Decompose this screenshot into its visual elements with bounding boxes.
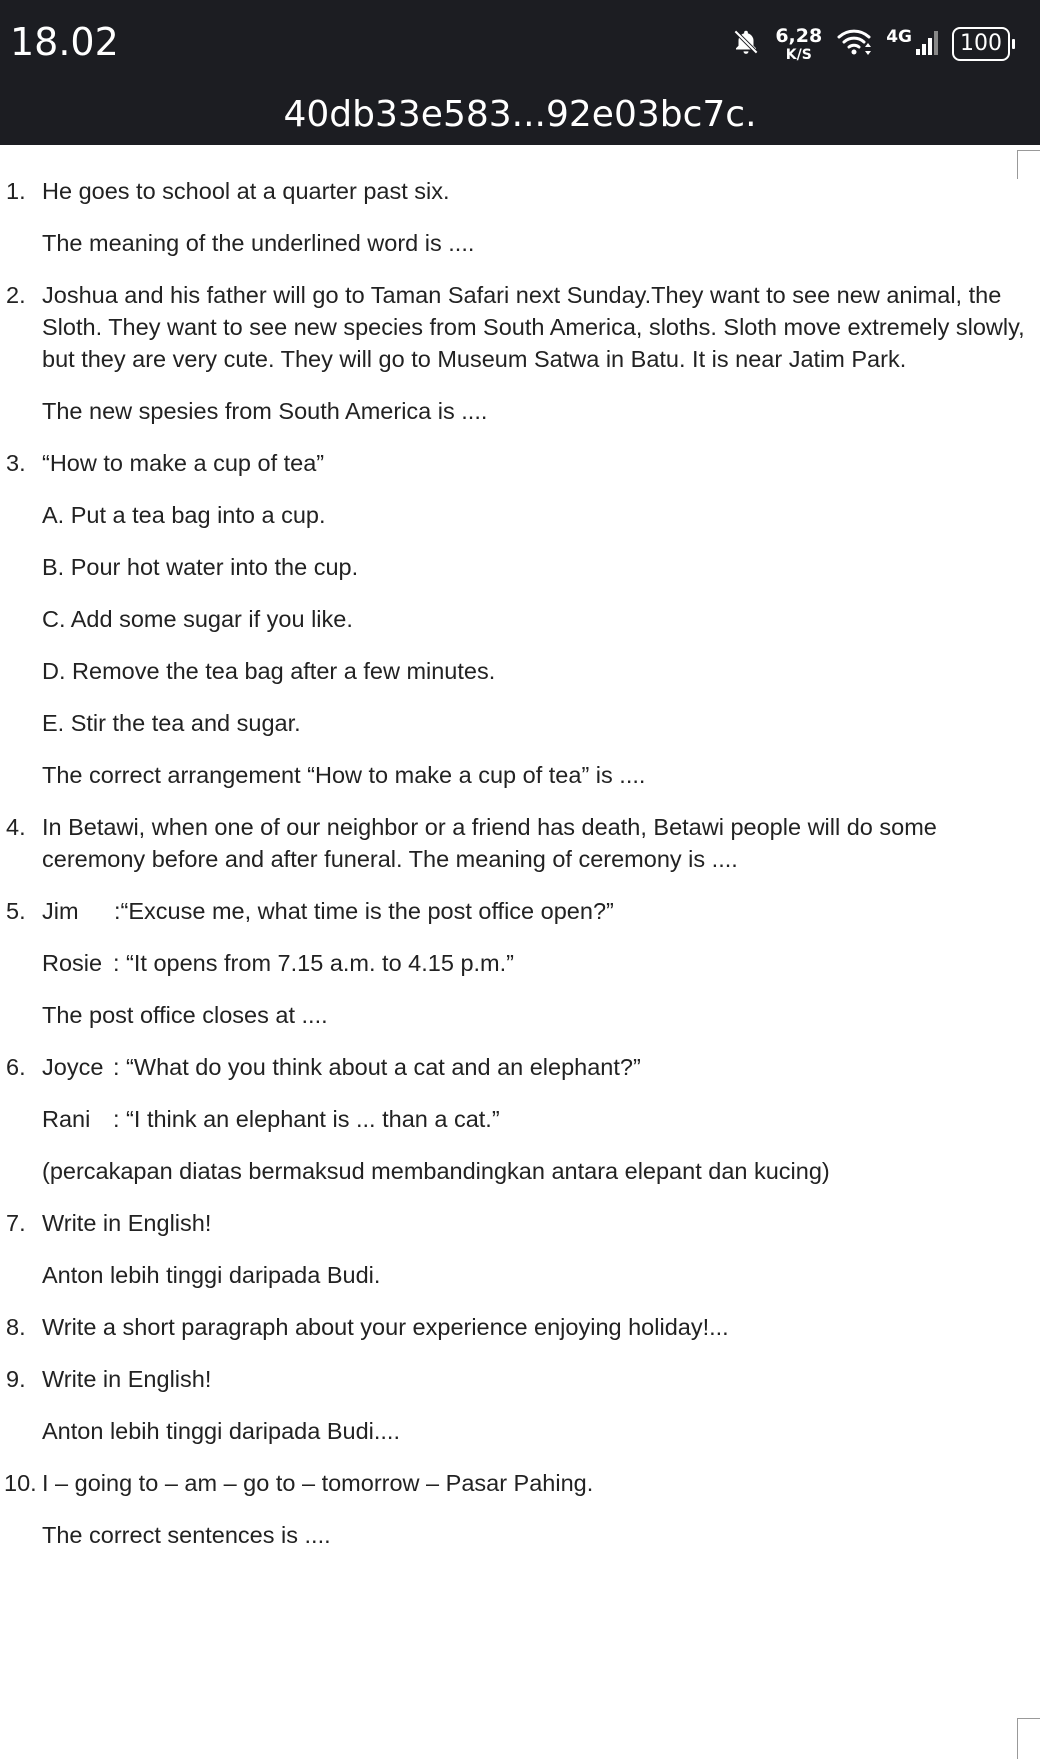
dialog-line bbox=[42, 1051, 1040, 1083]
speaker-name: Rosie bbox=[42, 950, 103, 976]
speaker-text: : “I think an elephant is ... than a cat.” bbox=[113, 1106, 500, 1132]
step-item: A. Put a tea bag into a cup. bbox=[42, 502, 326, 528]
question-passage: Joshua and his father will go to Taman Safari next Sunday.They want to see new animal, the Sloth. They want to see new species from South America, sloths. Sloth move extremely slowly, but they are very cute. They will go to Museum Satwa in Batu. It is near Jatim Park. bbox=[42, 282, 1025, 372]
question-7 bbox=[0, 1207, 1040, 1291]
status-icons bbox=[731, 22, 1010, 66]
question-text: He goes to school at a quarter past six. bbox=[42, 178, 450, 204]
question-passage: In Betawi, when one of our neighbor or a friend has death, Betawi people will do some ceremony before and after funeral. The meaning of ceremony is .... bbox=[42, 814, 937, 872]
question-1 bbox=[0, 175, 1040, 259]
question-text: Write in English! bbox=[42, 1366, 212, 1392]
question-2 bbox=[0, 279, 1040, 427]
speaker-name: Joyce bbox=[42, 1054, 104, 1080]
question-5 bbox=[0, 895, 1040, 1031]
status-time: 18.02 bbox=[10, 20, 119, 64]
question-number: 1. bbox=[6, 178, 26, 204]
cell-signal bbox=[886, 27, 938, 62]
speaker-text: :“Excuse me, what time is the post office open?” bbox=[114, 898, 614, 924]
question-title: “How to make a cup of tea” bbox=[42, 450, 325, 476]
speaker-name: Rani bbox=[42, 1106, 91, 1132]
speaker-text: : “It opens from 7.15 a.m. to 4.15 p.m.” bbox=[113, 950, 514, 976]
net-speed-unit: K/S bbox=[785, 46, 812, 63]
question-number: 8. bbox=[6, 1314, 26, 1340]
question-6 bbox=[0, 1051, 1040, 1187]
question-prompt: The new spesies from South America is .... bbox=[42, 398, 488, 424]
question-number: 2. bbox=[6, 282, 26, 308]
question-prompt: The correct sentences is .... bbox=[42, 1522, 331, 1548]
dialog-line bbox=[42, 895, 1040, 927]
question-prompt: The meaning of the underlined word is .... bbox=[42, 230, 475, 256]
net-speed-value: 6,28 bbox=[775, 24, 823, 47]
question-4 bbox=[0, 811, 1040, 875]
question-9 bbox=[0, 1363, 1040, 1447]
step-item: E. Stir the tea and sugar. bbox=[42, 710, 301, 736]
question-number: 4. bbox=[6, 814, 26, 840]
question-text: Anton lebih tinggi daripada Budi. bbox=[42, 1262, 381, 1288]
question-8 bbox=[0, 1311, 1040, 1343]
question-number: 7. bbox=[6, 1210, 26, 1236]
question-number: 3. bbox=[6, 450, 26, 476]
wifi-icon bbox=[836, 27, 872, 62]
network-type: 4G bbox=[886, 26, 912, 47]
bell-off-icon bbox=[731, 27, 761, 62]
question-number: 10. bbox=[4, 1470, 37, 1496]
signal-icon bbox=[916, 27, 938, 62]
step-item: C. Add some sugar if you like. bbox=[42, 606, 353, 632]
page-corner-mark bbox=[1017, 1718, 1040, 1759]
question-3 bbox=[0, 447, 1040, 791]
question-prompt: The post office closes at .... bbox=[42, 1002, 328, 1028]
step-item: B. Pour hot water into the cup. bbox=[42, 554, 359, 580]
dialog-line bbox=[42, 947, 1040, 979]
speaker-text: : “What do you think about a cat and an elephant?” bbox=[113, 1054, 641, 1080]
question-text: Write in English! bbox=[42, 1210, 212, 1236]
question-number: 9. bbox=[6, 1366, 26, 1392]
question-10 bbox=[0, 1467, 1040, 1551]
speaker-name: Jim bbox=[42, 898, 79, 924]
question-text: Anton lebih tinggi daripada Budi.... bbox=[42, 1418, 400, 1444]
question-number: 6. bbox=[6, 1054, 26, 1080]
question-text: Write a short paragraph about your experience enjoying holiday!... bbox=[42, 1314, 729, 1340]
dialog-line bbox=[42, 1103, 1040, 1135]
question-text: I – going to – am – go to – tomorrow – Pasar Pahing. bbox=[42, 1470, 594, 1496]
document-title: 40db33e583...92e03bc7c. bbox=[0, 85, 1040, 145]
status-bar bbox=[0, 0, 1040, 85]
step-item: D. Remove the tea bag after a few minutes. bbox=[42, 658, 496, 684]
question-note: (percakapan diatas bermaksud membandingkan antara elepant dan kucing) bbox=[42, 1158, 830, 1184]
question-prompt: The correct arrangement “How to make a cup of tea” is .... bbox=[42, 762, 646, 788]
question-number: 5. bbox=[6, 898, 26, 924]
net-speed bbox=[775, 24, 823, 63]
battery-icon: 100 bbox=[952, 27, 1010, 61]
question-list bbox=[0, 175, 1040, 1571]
